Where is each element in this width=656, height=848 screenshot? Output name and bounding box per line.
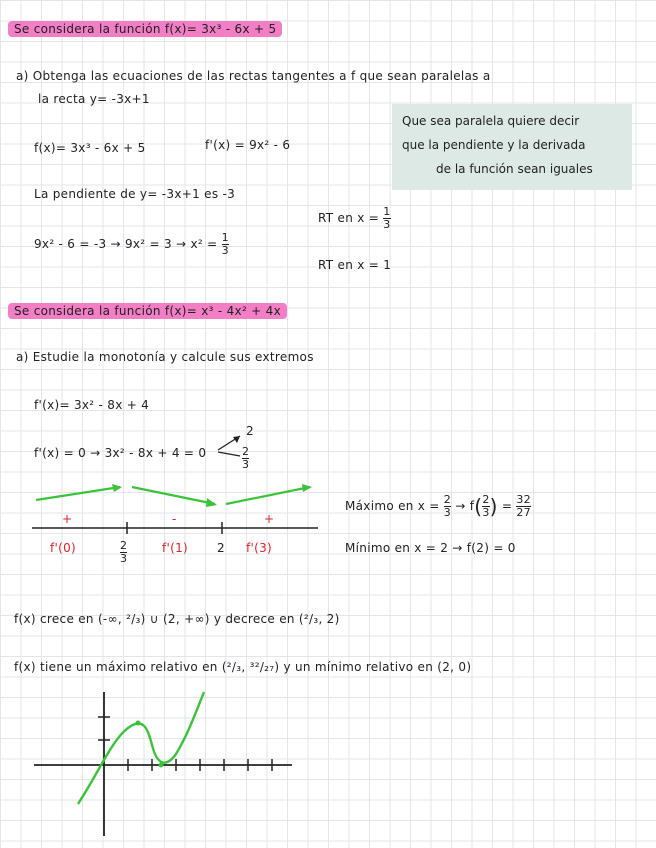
max-value-fraction: $\frac{32}{27}$ — [516, 493, 531, 519]
test-f1: f'(1) — [162, 541, 189, 555]
section2-title: Se considera la función f(x)= x³ - 4x² + 4x — [8, 303, 287, 319]
question-2a: a) Estudie la monotonía y calcule sus extremos — [16, 350, 314, 364]
tick-label-two-thirds: $\frac{2}{3}$ — [120, 539, 128, 565]
max-point — [136, 721, 141, 726]
note-line3: de la función sean iguales — [436, 162, 593, 176]
max-arg-fraction: $\frac{2}{3}$ — [482, 493, 490, 519]
slope-text: La pendiente de y= -3x+1 es -3 — [34, 187, 236, 201]
section1-title: Se considera la función f(x)= 3x³ - 6x + 5 — [8, 21, 282, 37]
extrema-summary: f(x) tiene un máximo relativo en (²/₃, ³²/₂₇) y un mínimo relativo en (2, 0) — [14, 660, 472, 674]
rt1-fraction: $\frac{1}{3}$ — [383, 205, 391, 231]
equation-fraction: $\frac{1}{3}$ — [221, 231, 229, 257]
root-2: 2 — [246, 424, 254, 438]
curve — [78, 692, 204, 804]
note-line1: Que sea paralela quiere decir — [402, 114, 580, 128]
min-point — [159, 763, 164, 768]
test-f3: f'(3) — [246, 541, 273, 555]
rt1-label: RT en x = — [318, 211, 380, 225]
root-two-thirds: $\frac{2}{3}$ — [242, 445, 250, 471]
minimum-line: Mínimo en x = 2 → f(2) = 0 — [345, 541, 516, 555]
question-a-line2: la recta y= -3x+1 — [38, 92, 150, 106]
note-line2: que la pendiente y la derivada — [402, 138, 586, 152]
equation: 9x² - 6 = -3 → 9x² = 3 → x² = — [34, 237, 218, 251]
derivative-2: f'(x)= 3x² - 8x + 4 — [34, 398, 150, 412]
rt2-line: RT en x = 1 — [318, 258, 392, 272]
maximum-line: Máximo en x = $\frac{2}{3}$ → f( $\frac{2}{3}$ ) = $\frac{32}{27}$ — [345, 493, 531, 519]
zero-equation: f'(x) = 0 → 3x² - 8x + 4 = 0 — [34, 446, 207, 460]
derivative: f'(x) = 9x² - 6 — [205, 138, 291, 152]
sign-plus-1: + — [62, 512, 73, 526]
tick-label-two: 2 — [217, 541, 225, 555]
question-a-line1: a) Obtenga las ecuaciones de las rectas tangentes a f que sean paralelas a — [16, 69, 491, 83]
max-label: Máximo en x = — [345, 499, 440, 513]
function-definition: f(x)= 3x³ - 6x + 5 — [34, 141, 146, 155]
max-arrow: → f — [455, 499, 475, 513]
test-f0: f'(0) — [50, 541, 77, 555]
sign-minus: - — [172, 512, 177, 526]
max-x-fraction: $\frac{2}{3}$ — [443, 493, 452, 519]
monotony-summary: f(x) crece en (-∞, ²/₃) ∪ (2, +∞) y decrece en (²/₃, 2) — [14, 612, 340, 626]
sign-plus-2: + — [264, 512, 275, 526]
